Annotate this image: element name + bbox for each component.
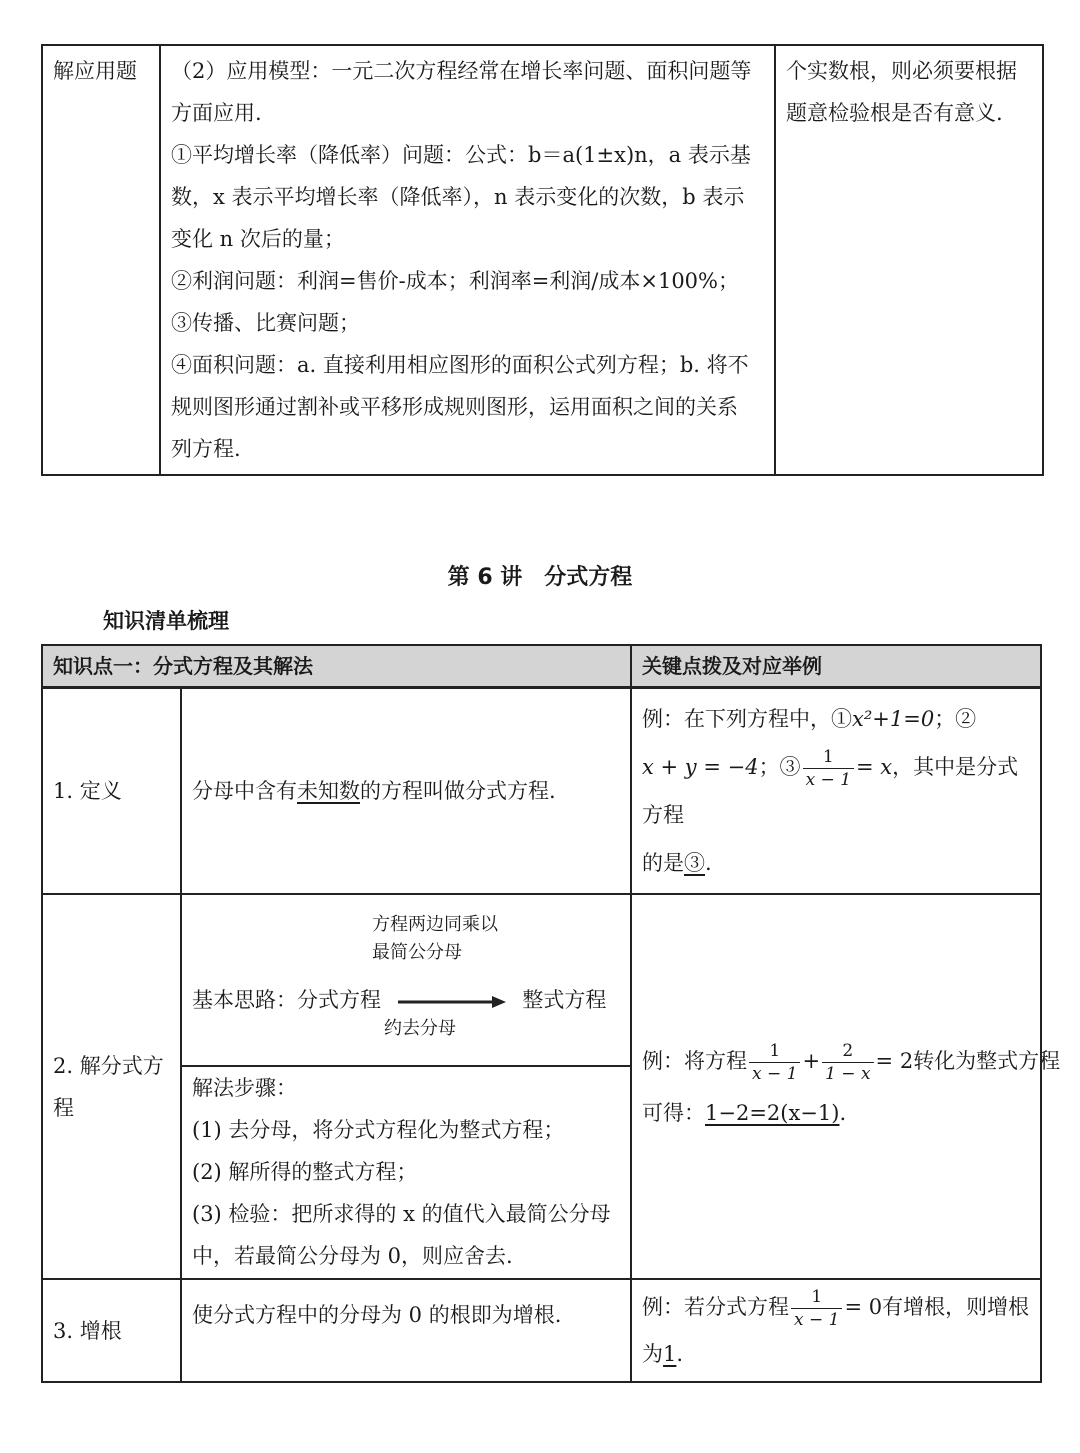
middle-line: 列方程.: [171, 437, 241, 461]
row-label-text: 解应用题: [53, 59, 137, 83]
fraction-denominator: x − 1: [805, 770, 852, 790]
top-row-label: [42, 45, 160, 475]
row2-content: [181, 894, 631, 1279]
row3-content: 使分式方程中的分母为 0 的根即为增根.: [181, 1279, 631, 1382]
example-text: ，其中是分式方程: [642, 755, 1019, 827]
middle-line: 方面应用.: [171, 101, 262, 125]
table-row: [42, 1279, 1041, 1382]
arrow-label-top: [372, 911, 498, 967]
answer: ③: [684, 851, 705, 875]
middle-line: ④面积问题：a. 直接利用相应图形的面积公式列方程；b. 将不: [171, 353, 749, 377]
step-item: (1) 去分母，将分式方程化为整式方程；: [192, 1118, 565, 1142]
middle-line: 规则图形通过割补或平移形成规则图形，运用面积之间的关系: [171, 395, 738, 419]
steps-title: 解法步骤：: [192, 1076, 297, 1100]
example-text: .: [705, 851, 712, 875]
answer: 1−2=2(x−1): [705, 1100, 840, 1125]
fraction: [822, 1040, 873, 1085]
table-row: [42, 894, 1041, 1279]
row1-content: [181, 688, 631, 895]
equation: x²+1=0: [852, 707, 935, 731]
example-text: 的是: [642, 851, 684, 875]
middle-line: （2）应用模型：一元二次方程经常在增长率问题、面积问题等: [171, 59, 752, 83]
middle-line: ②利润问题：利润=售价-成本；利润率=利润/成本×100%；: [171, 269, 739, 293]
equation: = 0: [844, 1295, 883, 1319]
fraction-numerator: 2: [822, 1040, 873, 1063]
idea-target: 整式方程: [522, 988, 607, 1012]
basic-idea-box: [182, 895, 630, 1067]
example-text: 例：将方程: [642, 1048, 747, 1073]
example-text: .: [839, 1100, 847, 1125]
fraction-numerator: 1: [791, 1286, 842, 1309]
middle-line: 变化 n 次后的量；: [171, 227, 345, 251]
example-text: 例：在下列方程中，①: [642, 707, 852, 731]
header-left: 知识点一：分式方程及其解法: [42, 645, 631, 688]
row1-example: [631, 688, 1041, 895]
arrow-label-bottom: 约去分母: [384, 1018, 456, 1039]
fraction: [749, 1040, 800, 1085]
example-text: 转化为整式方程: [913, 1048, 1061, 1073]
knowledge-table: [41, 644, 1061, 1383]
equation: = 2: [875, 1048, 914, 1073]
example-text: ；②: [934, 707, 977, 731]
row1-label: 1. 定义: [42, 688, 181, 895]
fraction-denominator: 1 − x: [825, 1063, 871, 1084]
row2-label-line: 程: [53, 1095, 74, 1120]
step-item: 中，若最简公分母为 0，则应舍去.: [192, 1244, 513, 1268]
top-right-cell: [775, 45, 1043, 475]
middle-line: ①平均增长率（降低率）问题：公式：b＝a(1±x)n，a 表示基: [171, 143, 751, 167]
steps-box: [182, 1067, 630, 1277]
table-header-row: [42, 645, 1041, 688]
example-text: 例：若分式方程: [642, 1295, 789, 1319]
arrow-icon: [396, 995, 508, 1009]
step-item: (3) 检验：把所求得的 x 的值代入最简公分母: [192, 1202, 611, 1226]
fraction-numerator: 1: [803, 746, 854, 769]
idea-label: 基本思路：分式方程: [192, 988, 381, 1012]
table-row: [42, 688, 1041, 895]
fraction-denominator: x − 1: [752, 1063, 798, 1084]
row3-label: 3. 增根: [42, 1279, 181, 1382]
definition-keyword: 未知数: [297, 779, 360, 803]
equation: = x: [856, 755, 893, 779]
row2-label-line: 2. 解分式方: [53, 1053, 164, 1078]
definition-text: 分母中含有: [192, 779, 297, 803]
arrow-label-line: 最简公分母: [372, 942, 462, 963]
row2-label: [42, 894, 181, 1279]
example-text: ；③: [758, 755, 801, 779]
fraction: [803, 746, 854, 791]
row2-example: [631, 894, 1061, 1279]
right-line: 题意检验根是否有意义.: [786, 101, 1003, 125]
example-text: 可得：: [642, 1100, 705, 1125]
row3-example: [631, 1279, 1041, 1382]
top-table: [41, 44, 1044, 476]
step-item: (2) 解所得的整式方程；: [192, 1160, 418, 1184]
answer: 1: [663, 1342, 677, 1366]
middle-line: ③传播、比赛问题；: [171, 311, 360, 335]
example-text: 有增根，则增根: [882, 1295, 1030, 1319]
fraction-denominator: x − 1: [794, 1310, 840, 1330]
operator: +: [802, 1048, 821, 1073]
section-title: 知识清单梳理: [103, 609, 229, 633]
middle-line: 数，x 表示平均增长率（降低率），n 表示变化的次数，b 表示: [171, 185, 745, 209]
fraction-numerator: 1: [749, 1040, 800, 1063]
definition-text: 的方程叫做分式方程.: [360, 779, 556, 803]
right-line: 个实数根，则必须要根据: [786, 59, 1017, 83]
fraction: [791, 1286, 842, 1331]
equation: x + y = −4: [642, 755, 759, 779]
top-middle-cell: [160, 45, 775, 475]
arrow-label-line: 方程两边同乘以: [372, 914, 498, 935]
lecture-title: 第 6 讲 分式方程: [447, 565, 633, 590]
header-right: 关键点拨及对应举例: [631, 645, 1041, 688]
example-text: .: [676, 1342, 684, 1366]
example-text: 为: [642, 1342, 663, 1366]
